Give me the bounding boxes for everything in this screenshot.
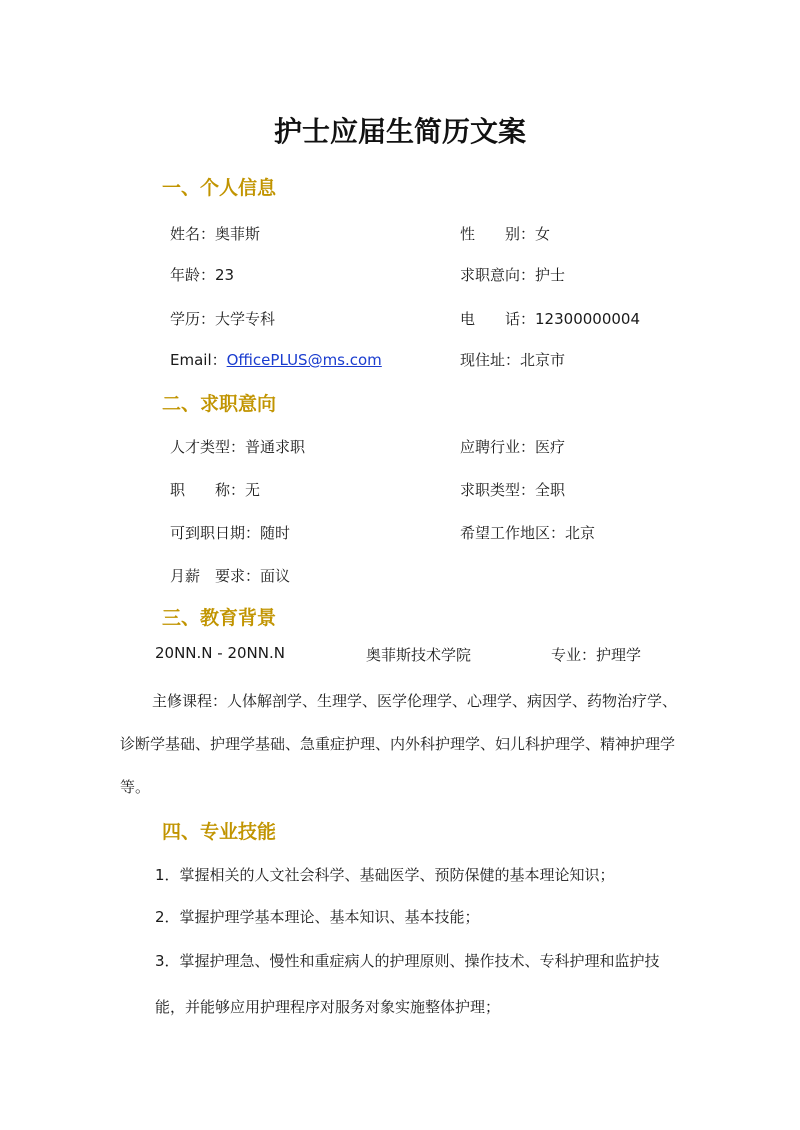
field-label: 现住址： [460,351,521,369]
field-value: 面议 [260,567,291,585]
field-value: 23 [215,266,235,284]
field-job-type [460,479,565,500]
field-value: 女 [535,225,551,243]
field-value: 无 [245,481,261,499]
field-gender [460,223,550,244]
field-value: 大学专科 [215,310,276,328]
field-label: 月薪 要求： [170,567,261,585]
education-courses: 主修课程：人体解剖学、生理学、医学伦理学、心理学、病因学、药物治疗学、诊断学基础、护理学基础、急重症护理、内外科护理学、妇儿科护理学、精神护理学等。 [120,692,678,796]
field-label: 职 称： [170,481,246,499]
skill-item: 2．掌握护理学基本理论、基本知识、基本技能； [155,908,480,926]
field-region [460,522,595,543]
field-address [460,349,565,370]
field-email [170,349,382,370]
field-value: 护士 [535,266,566,284]
email-link[interactable]: OfficePLUS@ms.com [226,351,382,369]
field-label: 人才类型： [170,438,246,456]
field-value: 奥菲斯 [215,225,261,243]
field-label: 应聘行业： [460,438,536,456]
field-value: 随时 [260,524,291,542]
field-label: 求职类型： [460,481,536,499]
field-label: 年龄： [170,266,216,284]
education-period: 20NN.N - 20NN.N [155,644,285,662]
field-job-title [170,479,260,500]
field-label: 学历： [170,310,216,328]
field-age [170,264,234,285]
section-heading-education: 三、教育背景 [162,607,277,629]
field-label: 求职意向： [460,266,536,284]
education-school: 奥菲斯技术学院 [366,646,472,664]
field-label: 电 话： [460,310,536,328]
field-label: 姓名： [170,225,216,243]
field-name [170,223,260,244]
education-major [551,644,641,665]
field-label: 专业： [551,646,597,664]
field-label: 希望工作地区： [460,524,566,542]
field-value: 医疗 [535,438,566,456]
field-education [170,308,275,329]
field-start-date [170,522,290,543]
field-label: 性 别： [460,225,536,243]
field-industry [460,436,565,457]
field-value: 北京 [565,524,596,542]
field-value: 北京市 [520,351,566,369]
field-talent-type [170,436,305,457]
section-heading-skills: 四、专业技能 [162,821,277,843]
field-value: 护理学 [596,646,642,664]
skill-item: 1．掌握相关的人文社会科学、基础医学、预防保健的基本理论知识； [155,866,615,884]
field-salary [170,565,290,586]
document-title: 护士应届生简历文案 [273,115,526,148]
field-value: 全职 [535,481,566,499]
section-heading-job: 二、求职意向 [162,393,277,415]
field-label: Email： [170,351,227,369]
section-heading-personal: 一、个人信息 [162,177,277,199]
field-value: 普通求职 [245,438,306,456]
field-intent [460,264,565,285]
field-phone [460,308,640,329]
field-label: 可到职日期： [170,524,261,542]
skill-item: 3．掌握护理急、慢性和重症病人的护理原则、操作技术、专科护理和监护技能，并能够应用护理程序对服务对象实施整体护理； [155,952,660,1016]
field-value: 12300000004 [535,310,640,328]
